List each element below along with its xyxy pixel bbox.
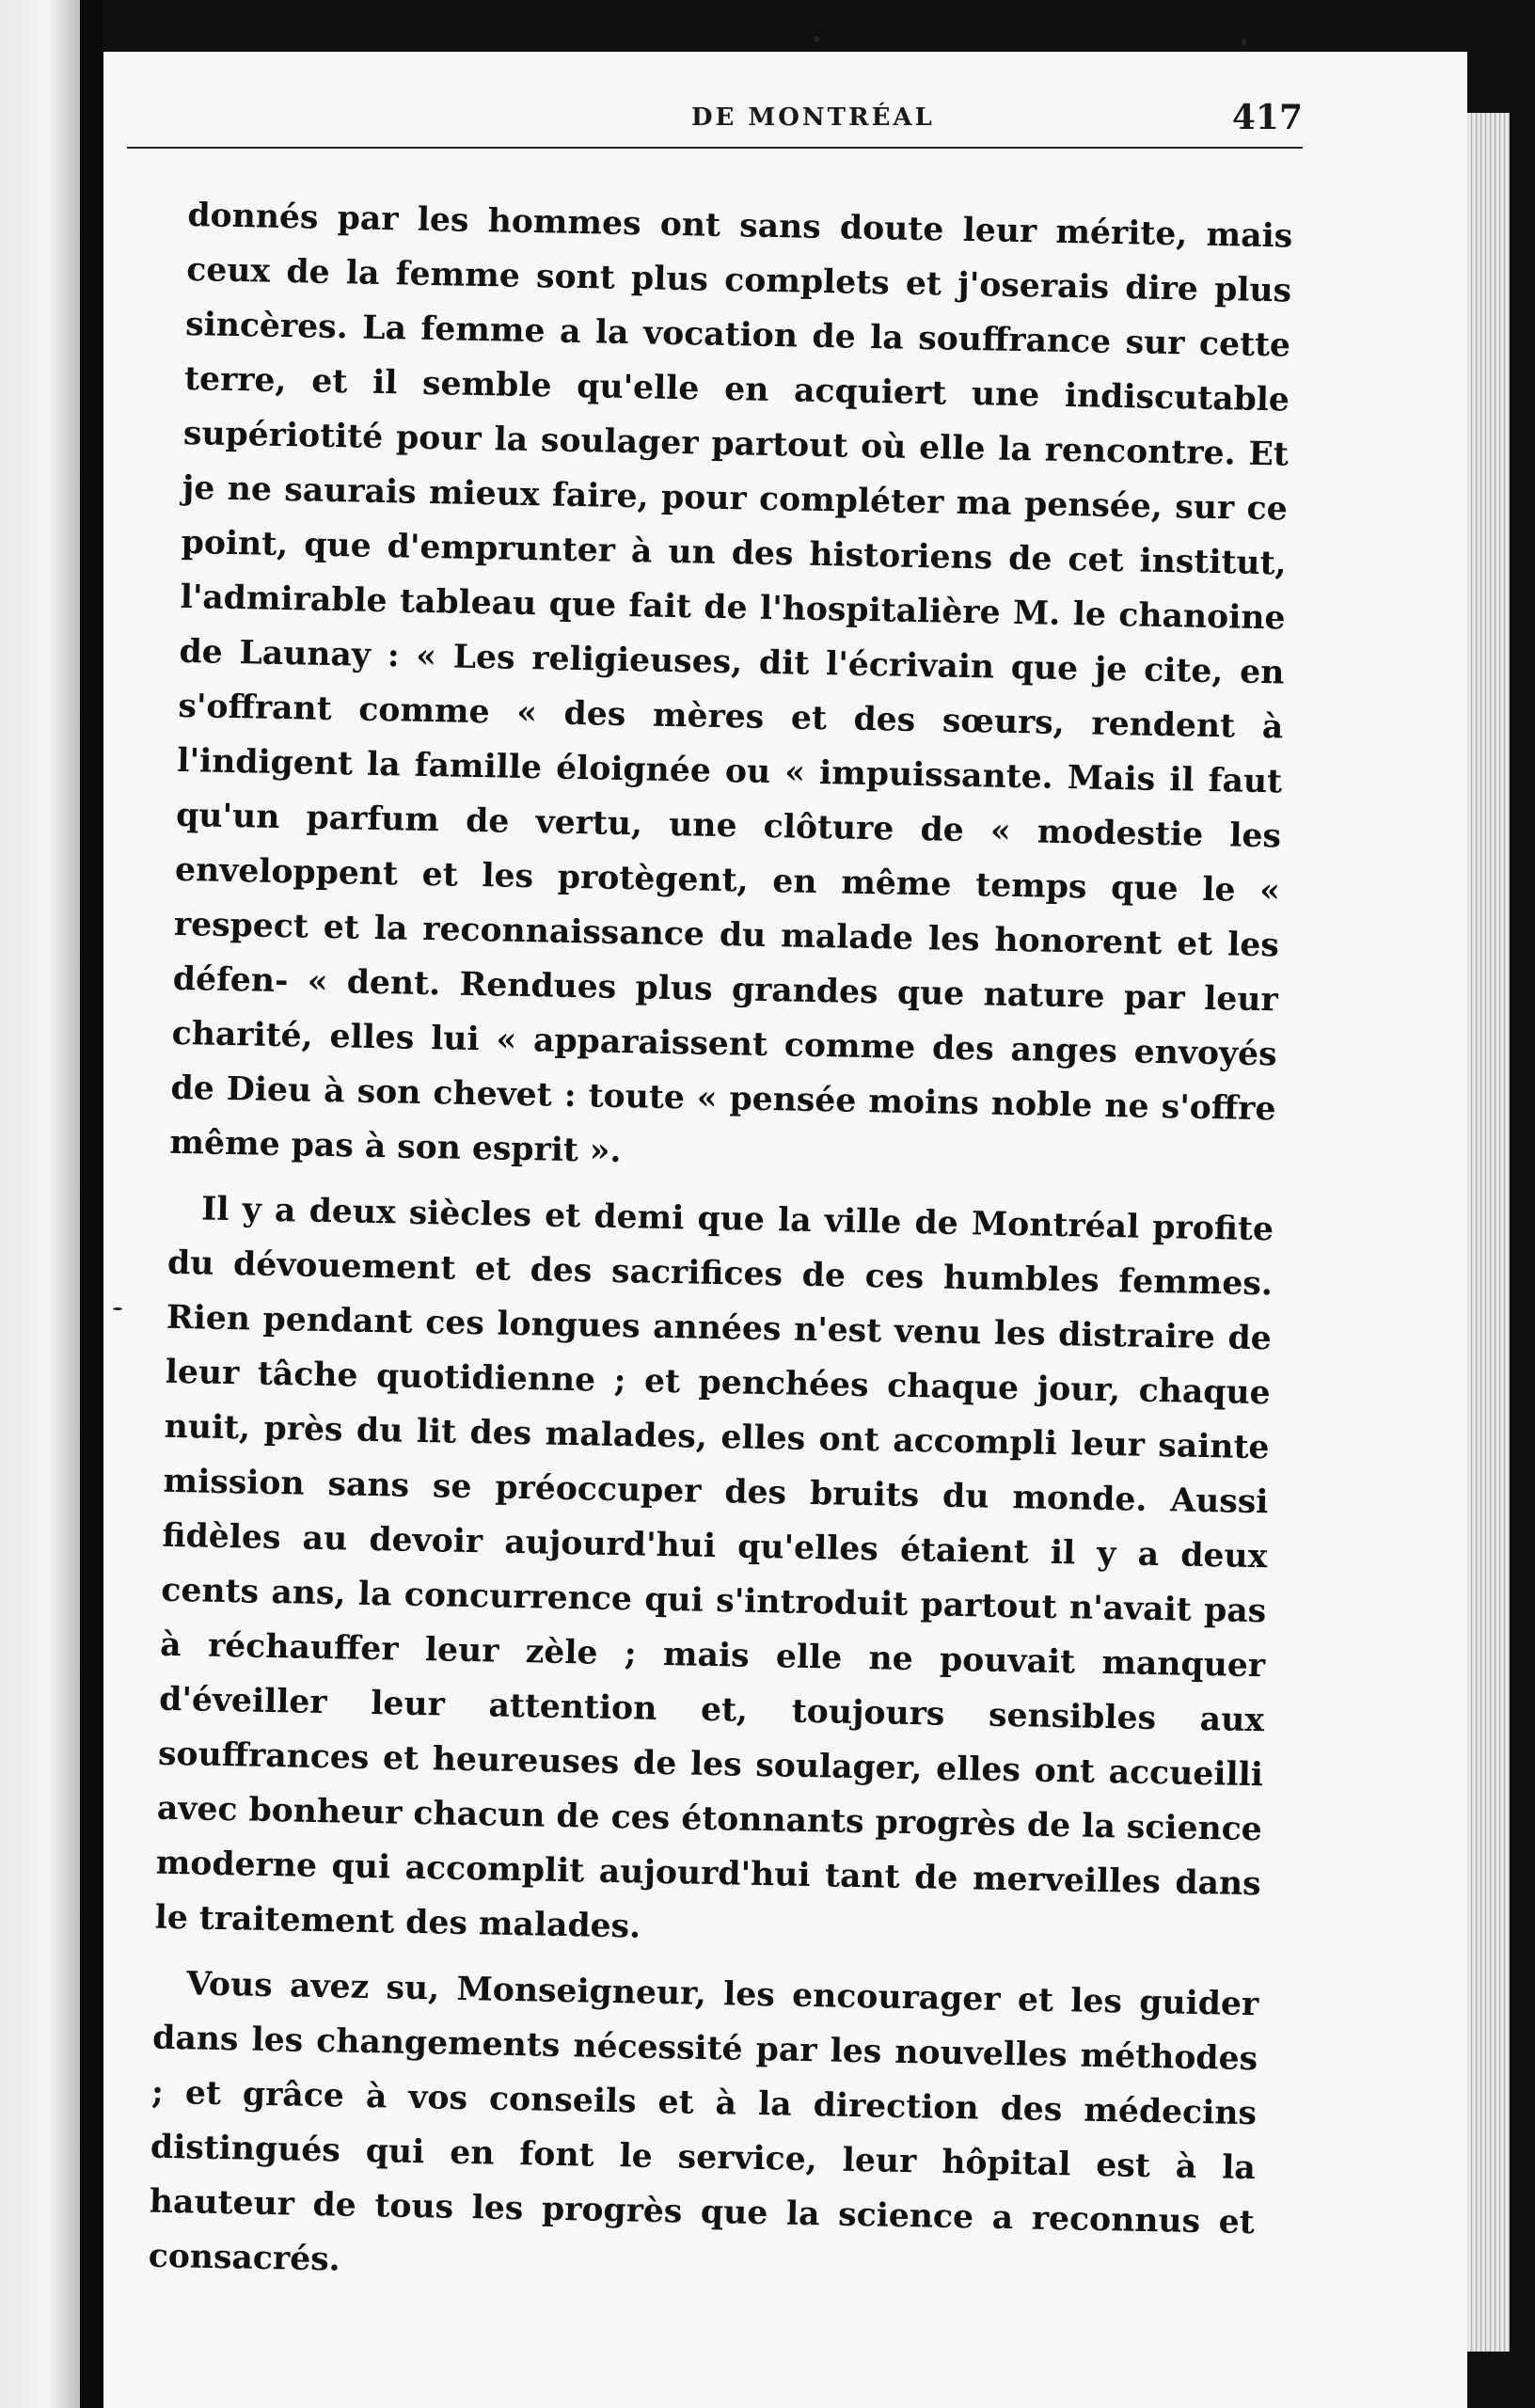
header-rule	[127, 147, 1303, 149]
running-title: DE MONTRÉAL	[691, 103, 935, 132]
facing-page-edge	[0, 0, 80, 2408]
page-header	[127, 98, 1303, 169]
paragraph: Il y a deux siècles et demi que la ville de Montréal profite du dévouement et des sacrifices de ces humbles femmes. Rien pendant ces longues années n'est venu les distraire de leur tâche quotidienne ; et penchées chaque jour, chaque nuit, près du lit des malades, elles ont accompli leur sainte mission sans se préoccuper des bruits du monde. Aussi fidèles au devoir aujourd'hui qu'elles étaient il y a deux cents ans, la concurrence qui s'introduit partout n'avait pas à réchauffer leur zèle ; mais elle ne pouvait manquer d'éveiller leur attention et, toujours sensibles aux souffrances et heureuses de les soulager, elles ont accueilli avec bonheur chacun de ces étonnants progrès de la science moderne qui accomplit aujourd'hui tant de merveilles dans le traitement des malades.	[154, 1190, 1274, 1946]
paragraph: Vous avez su, Monseigneur, les encourager et les guider dans les changements nécessité par les nouvelles méthodes ; et grâce à vos conseils et à la direction des médecins distingués qui en font le service, leur hôpital est à la hauteur de tous les progrès que la science a reconnus et consacrés.	[148, 1965, 1259, 2279]
page-stack-edge	[1467, 113, 1510, 2352]
body-text	[148, 188, 1293, 2316]
page-number: 417	[1231, 98, 1303, 137]
paragraph: donnés par les hommes ont sans doute leur mérite, mais ceux de la femme sont plus complets et j'oserais dire plus sincères. La femme a la vocation de la souffrance sur cette terre, et il semble qu'elle en acquiert une indiscutable supériotité pour la soulager partout où elle la rencontre. Et je ne saurais mieux faire, pour compléter ma pensée, sur ce point, que d'emprunter à un des historiens de cet institut, l'admirable tableau que fait de l'hospitalière M. le chanoine de Launay : « Les religieuses, dit l'écrivain que je cite, en s'offrant comme « des mères et des sœurs, rendent à l'indigent la famille éloignée ou « impuissante. Mais il faut qu'un parfum de vertu, une clôture de « modestie les enveloppent et les protègent, en même temps que le « respect et la reconnaissance du malade les honorent et les défen- « dent. Rendues plus grandes que nature par leur charité, elles lui « apparaissent comme des anges envoyés de Dieu à son chevet : toute « pensée moins noble ne s'offre même pas à son esprit ».	[169, 196, 1293, 1171]
dust-speck	[1242, 38, 1246, 46]
book-gutter	[80, 0, 103, 2408]
dust-speck	[113, 1307, 122, 1310]
dust-speck	[814, 36, 820, 42]
